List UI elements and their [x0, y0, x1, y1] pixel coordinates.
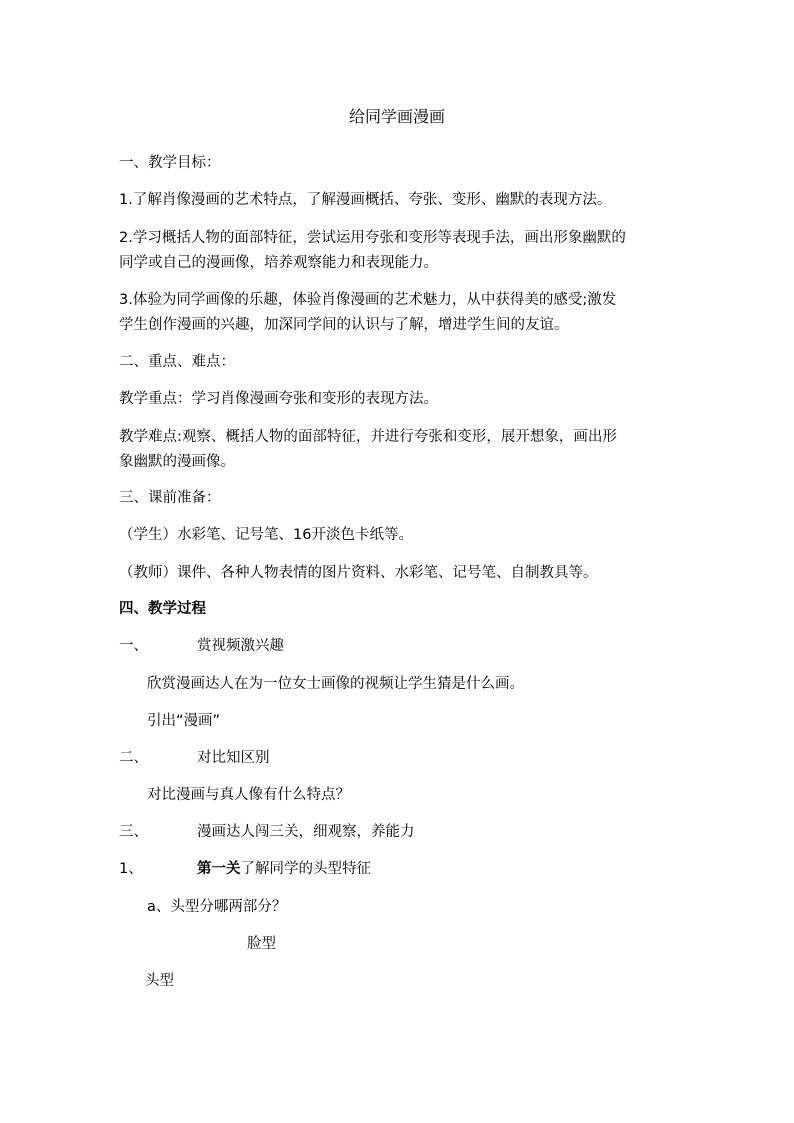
section-heading-goals: 一、教学目标： [119, 155, 221, 171]
section-heading-preparation: 三、课前准备： [119, 490, 221, 506]
difficulty-line-2: 象幽默的漫画像。 [119, 454, 235, 470]
key-point: 教学重点：学习肖像漫画夸张和变形的表现方法。 [119, 391, 438, 407]
sub-step-1-number: 1、 [119, 861, 143, 877]
head-shape-label: 头型 [145, 973, 174, 989]
step-2-detail: 对比漫画与真人像有什么特点？ [147, 787, 350, 803]
step-1-lead: 引出“漫画” [147, 713, 221, 729]
sub-step-1-title [197, 859, 371, 879]
step-1-detail: 欣赏漫画达人在为一位女士画像的视频让学生猜是什么画。 [147, 676, 524, 692]
sub-step-1-text: 了解同学的头型特征 [240, 861, 371, 877]
difficulty-line-1: 教学难点:观察、概括人物的面部特征，并进行夸张和变形，展开想象，画出形 [119, 429, 617, 445]
face-shape-label: 脸型 [247, 936, 276, 952]
goal-item-3-line-2: 学生创作漫画的兴趣，加深同学间的认识与了解，增进学生间的友谊。 [119, 317, 569, 333]
goal-item-2-line-2: 同学或自己的漫画像，培养观察能力和表现能力。 [119, 255, 438, 271]
page-title: 给同学画漫画 [348, 107, 445, 126]
preparation-teacher: （教师）课件、各种人物表情的图片资料、水彩笔、记号笔、自制教具等。 [119, 565, 598, 581]
sub-step-1-question-a: a、头型分哪两部分？ [147, 899, 287, 915]
goal-item-2-line-1: 2.学习概括人物的面部特征，尝试运用夸张和变形等表现手法，画出形象幽默的 [119, 230, 626, 246]
section-heading-key-points: 二、重点、难点： [119, 354, 235, 370]
step-2-number: 二、 [119, 750, 148, 766]
step-2-title: 对比知区别 [197, 750, 270, 766]
step-3-number: 三、 [119, 824, 148, 840]
goal-item-1: 1.了解肖像漫画的艺术特点，了解漫画概括、夸张、变形、幽默的表现方法。 [119, 192, 612, 208]
preparation-student: （学生）水彩笔、记号笔、16开淡色卡纸等。 [119, 527, 413, 543]
step-1-title: 赏视频激兴趣 [197, 638, 284, 654]
step-3-title: 漫画达人闯三关，细观察，养能力 [197, 824, 415, 840]
section-heading-process: 四、教学过程 [119, 601, 206, 617]
step-1-number: 一、 [119, 638, 148, 654]
sub-step-1-bold: 第一关 [197, 861, 241, 877]
goal-item-3-line-1: 3.体验为同学画像的乐趣，体验肖像漫画的艺术魅力，从中获得美的感受;激发 [119, 292, 617, 308]
